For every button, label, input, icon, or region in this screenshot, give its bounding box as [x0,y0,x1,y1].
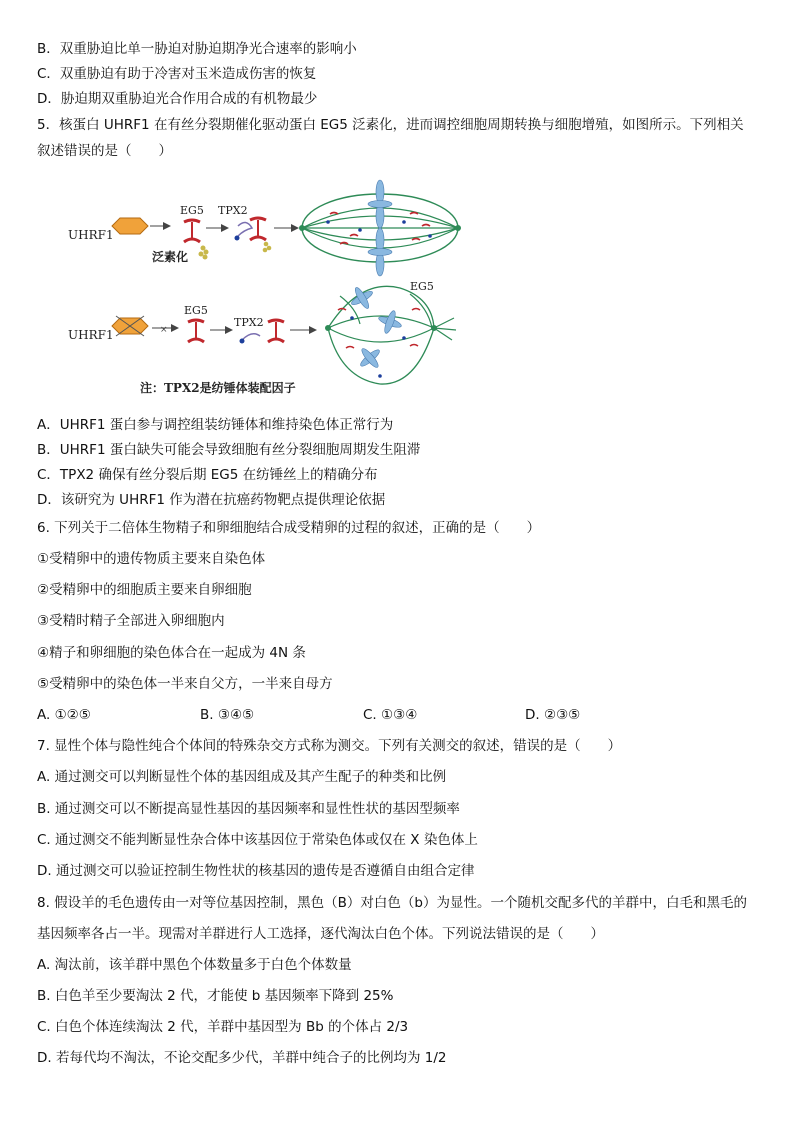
uhrf1-hexagon-top [112,218,148,234]
q7-option-b: B. 通过测交可以不断提高显性基因的基因频率和显性性状的基因型频率 [37,801,460,817]
q7-stem: 7. 显性个体与隐性纯合个体间的特殊杂交方式称为测交。下列有关测交的叙述，错误的是（ ） [37,738,622,754]
ubiquitination-figure [60,178,480,400]
q6-stem: 6. 下列关于二倍体生物精子和卵细胞结合成受精卵的过程的叙述，正确的是（ ） [37,520,541,536]
prev-option-d: D．胁迫期双重胁迫光合作用合成的有机物最少 [37,91,318,107]
q7-option-a: A. 通过测交可以判断显性个体的基因组成及其产生配子的种类和比例 [37,769,447,785]
ubiquitin-chain-icon [199,246,209,260]
q7-option-d: D. 通过测交可以验证控制生物性状的核基因的遗传是否遵循自由组合定律 [37,863,475,879]
q6-option-d: D. ②③⑤ [525,707,581,723]
q8-stem: 8. 假设羊的毛色遗传由一对等位基因控制，黑色（B）对白色（b）为显性。一个随机交配多代的羊群中，白毛和黑毛的基因频率各占一半。现需对羊群进行人工选择，逐代淘汰白色个体。下列说法错误的是（ ） [37,895,748,942]
q6-option-a: A. ①②⑤ [37,707,91,723]
uhrf1-label-bottom: UHRF1 [68,328,114,342]
q5-option-c: C．TPX2 确保有丝分裂后期 EG5 在纺锤丝上的精确分布 [37,467,378,483]
q6-option-c: C. ①③④ [363,707,418,723]
q8-option-b: B. 白色羊至少要淘汰 2 代，才能使 b 基因频率下降到 25% [37,988,394,1004]
tpx2-eg5-complex-top [235,218,272,252]
prev-option-c: C．双重胁迫有助于冷害对玉米造成伤害的恢复 [37,66,317,82]
q5-option-d: D．该研究为 UHRF1 作为潜在抗癌药物靶点提供理论依据 [37,492,386,508]
figure-svg [60,178,480,400]
eg5-protein-bottom [188,320,204,342]
eg5-label-right: EG5 [410,280,434,293]
q6-options-row [37,706,757,724]
tpx2-label-bottom: TPX2 [234,316,264,329]
uhrf1-label-top: UHRF1 [68,228,114,242]
q8-option-a: A. 淘汰前，该羊群中黑色个体数量多于白色个体数量 [37,957,352,973]
q6-item-1: ①受精卵中的遗传物质主要来自染色体 [37,551,266,567]
prev-option-b: B．双重胁迫比单一胁迫对胁迫期净光合速率的影响小 [37,41,357,57]
q5-stem: 5．核蛋白 UHRF1 在有丝分裂期催化驱动蛋白 EG5 泛素化，进而调控细胞周期转换与细胞增殖，如图所示。下列相关叙述错误的是（ ） [37,117,744,159]
q5-option-a: A．UHRF1 蛋白参与调控组装纺锤体和维持染色体正常行为 [37,417,394,433]
q6-item-4: ④精子和卵细胞的染色体合在一起成为 4N 条 [37,645,306,661]
abnormal-spindle [325,286,456,384]
blocked-mark: × [160,325,168,335]
q8-option-c: C. 白色个体连续淘汰 2 代，羊群中基因型为 Bb 的个体占 2/3 [37,1019,409,1035]
q6-item-3: ③受精时精子全部进入卵细胞内 [37,613,225,629]
ubiquitination-label: 泛素化 [152,250,189,264]
eg5-label-top: EG5 [180,204,204,217]
eg5-label-bottom: EG5 [184,304,208,317]
q5-option-b: B．UHRF1 蛋白缺失可能会导致细胞有丝分裂细胞周期发生阻滞 [37,442,421,458]
eg5-protein-top [184,220,200,242]
tpx2-label-top: TPX2 [218,204,248,217]
figure-note: 注：TPX2是纺锤体装配因子 [140,381,296,395]
normal-spindle [299,180,461,276]
q6-item-5: ⑤受精卵中的染色体一半来自父方，一半来自母方 [37,676,333,692]
q6-item-2: ②受精卵中的细胞质主要来自卵细胞 [37,582,252,598]
q7-option-c: C. 通过测交不能判断显性杂合体中该基因位于常染色体或仅在 X 染色体上 [37,832,478,848]
q8-option-d: D. 若每代均不淘汰，不论交配多少代，羊群中纯合子的比例均为 1/2 [37,1050,447,1066]
q6-option-b: B. ③④⑤ [200,707,255,723]
